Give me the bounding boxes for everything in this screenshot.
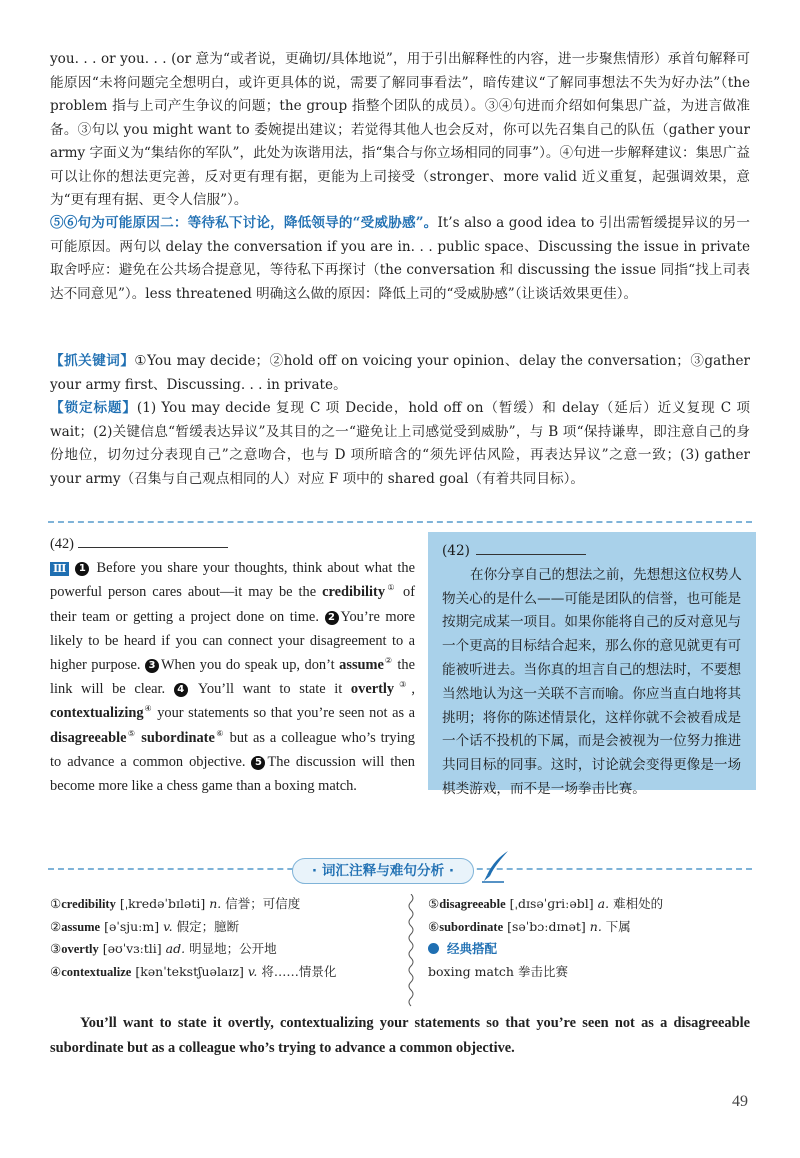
- sentence-marker-1: 1: [75, 562, 89, 576]
- vocab-assume: assume: [339, 657, 384, 674]
- note-mark-4: ④: [143, 704, 153, 714]
- vocab-item: ③overtly [əʊˈvɜːtli] ad. 明显地；公开地: [50, 941, 277, 956]
- page-number: 49: [732, 1093, 748, 1110]
- section-divider: [48, 521, 752, 523]
- sentence-marker-3: 3: [145, 659, 159, 673]
- translation-number: (42): [442, 543, 470, 559]
- vocab-contextualizing: contextualizing: [50, 705, 144, 722]
- sentence-4-middle: your statements so that you’re seen not as a: [152, 705, 415, 722]
- vocab-banner: · 词汇注释与难句分析 ·: [292, 858, 474, 884]
- vocab-item: ④contextualize [kənˈtekstʃuəlaɪz] v. 将……情景化: [50, 963, 337, 979]
- vocab-subordinate: subordinate: [141, 729, 215, 746]
- analysis-paragraph-2: [50, 212, 750, 306]
- vocab-list-right: [428, 893, 750, 983]
- vocab-item: ②assume [əˈsjuːm] v. 假定；臆断: [50, 918, 240, 934]
- reason-two-body: It’s also a good idea to 引出需暂缓提异议的另一可能原因。两句以 delay the conversation if you are in. . . public space、Discussing the issue in private 取舍呼应：避免在公共场合提意见，等待私下再探讨（the conversation 和 discussing the issue 同指“找上司表达不同意见”）。less threatened 明确这么做的原因：降低上司的“受威胁感”（让谈话效果更佳）。: [50, 215, 751, 302]
- question-number-line: [50, 532, 415, 556]
- note-mark-5: ⑤: [126, 728, 137, 738]
- reason-two-heading: ⑤⑥句为可能原因二：等待私下讨论，降低领导的“受威胁感”。: [50, 215, 438, 231]
- analysis-paragraph-1: you. . . or you. . . (or 意为“或者说，更确切/具体地说”，用于引出解释性的内容，进一步聚焦情形）承首句解释可能原因“未将问题完全想明白，或许更具体的说，需要了解同事看法”，暗传建议“了解同事想法不失为好办法”（the problem 指与上司产生争议的问题；the group 指整个团队的成员）。③④句进而介绍如何集思广益，为进言做准备。③句以 you might want to 委婉提出建议；若觉得其他人也会反对，你可以先召集自己的队伍（gather your army 字面义为“集结你的军队”，此处为诙谐用法，指“集合与你立场相同的同事”）。④句进一步解释建议：集思广益可以让你的想法更完善，反对更有理有据，更能为上司接受（stronger、more valid 近义重复，起强调效果，意为“更有理有据、更令人信服”）。: [50, 51, 750, 208]
- sentence-marker-2: 2: [325, 611, 339, 625]
- vocab-disagreeable: disagreeable: [50, 729, 127, 746]
- note-mark-1: ①: [385, 583, 397, 593]
- title-lock-paragraph: [50, 397, 750, 491]
- sentence-5: The discussion will then become more like a chess game than a boxing match.: [50, 753, 415, 795]
- section-marker: Ⅲ: [50, 562, 69, 576]
- vocab-item: ①credibility [ˌkredəˈbɪləti] n. 信誉；可信度: [50, 896, 301, 911]
- vocab-credibility: credibility: [322, 584, 386, 601]
- sentence-4-end: but as a colleague who’s trying to advance a common objective.: [50, 729, 415, 770]
- collocation-heading: 经典搭配: [428, 938, 750, 961]
- translation-text: 在你分享自己的想法之前，先想想这位权势人物关心的是什么——可能是团队的信誉，也可能是按期完成某一项目。如果你能将自己的反对意见与一个更高的目标结合起来，那么你的意见就更有可能被听进去。当你真的坦言自己的想法时，不要想当然地认为这一关联不言而喻。你应当直白地将其挑明；将你的陈述情景化，这样你就不会被看成是一个话不投机的下属，而是会被视为一位努力推进共同目标的同事。这时，讨论就会变得更像是一场棋类游戏，而不是一场拳击比赛。: [442, 566, 742, 797]
- sentence-3-end: the link will be clear.: [50, 657, 416, 698]
- vocab-item: ⑤disagreeable [ˌdɪsəˈɡriːəbl] a. 难相处的: [428, 896, 664, 911]
- keywords-paragraph: [50, 350, 750, 397]
- bullet-dot-icon: [428, 943, 439, 954]
- question-number: (42): [50, 536, 74, 552]
- sentence-1-end: of their team or getting a project done on time.: [50, 584, 415, 625]
- vocab-item: ⑥subordinate [səˈbɔːdɪnət] n. 下属: [428, 918, 631, 934]
- vocab-list-left: [50, 893, 395, 983]
- difficult-sentence: You’ll want to state it overtly, contextualizing your statements so that you’re seen not as a disagreeable subordinate but as a colleague who’s trying to advance a common objective.: [50, 1015, 750, 1056]
- translation-box: [428, 532, 756, 797]
- sentence-2: You’re more likely to be heard if you can connect your disagreement to a higher purpose.: [50, 608, 415, 674]
- quill-pen-icon: [478, 848, 514, 884]
- note-mark-2: ②: [383, 656, 393, 666]
- answer-blank[interactable]: [78, 533, 228, 548]
- sentence-1-part: Before you share your thoughts, think about what the powerful person cares about—it may be the: [50, 560, 415, 601]
- title-lock-tag: 【锁定标题】: [50, 400, 137, 416]
- passage-block: [50, 532, 415, 798]
- sentence-3-part: When you do speak up, don’t: [160, 657, 340, 674]
- keywords-tag: 【抓关键词】: [50, 353, 135, 369]
- wavy-divider-icon: [405, 894, 417, 1010]
- note-mark-6: ⑥: [214, 728, 225, 738]
- keywords-body: ①You may decide；②hold off on voicing your opinion、delay the conversation；③gather your army first、Discussing. . . in private。: [50, 353, 750, 393]
- note-mark-3: ③: [394, 680, 412, 690]
- sentence-marker-5: 5: [251, 756, 265, 770]
- translation-blank: [476, 541, 586, 555]
- sentence-4-comma: ,: [411, 681, 415, 698]
- vocab-overtly: overtly: [350, 681, 395, 698]
- sentence-marker-4: 4: [174, 683, 188, 697]
- translation-number-line: [442, 540, 744, 564]
- sentence-4-part: You’ll want to state it: [197, 681, 351, 698]
- title-lock-body: (1) You may decide 复现 C 项 Decide，hold off on（暂缓）和 delay（延后）近义复现 C 项 wait；(2)关键信息“暂缓表达异议”及其目的之一“避免让上司感觉受到威胁”，与 B 项“保持谦卑，即注意自己的身份地位，切勿过分表现自己”之意吻合，也与 D 项所暗含的“须先评估风险，再表达异议”之意一致；(3) gather your army（召集与自己观点相同的人）对应 F 项中的 shared goal（有着共同目标）。: [50, 400, 751, 487]
- collocation-item: boxing match 拳击比赛: [428, 963, 568, 979]
